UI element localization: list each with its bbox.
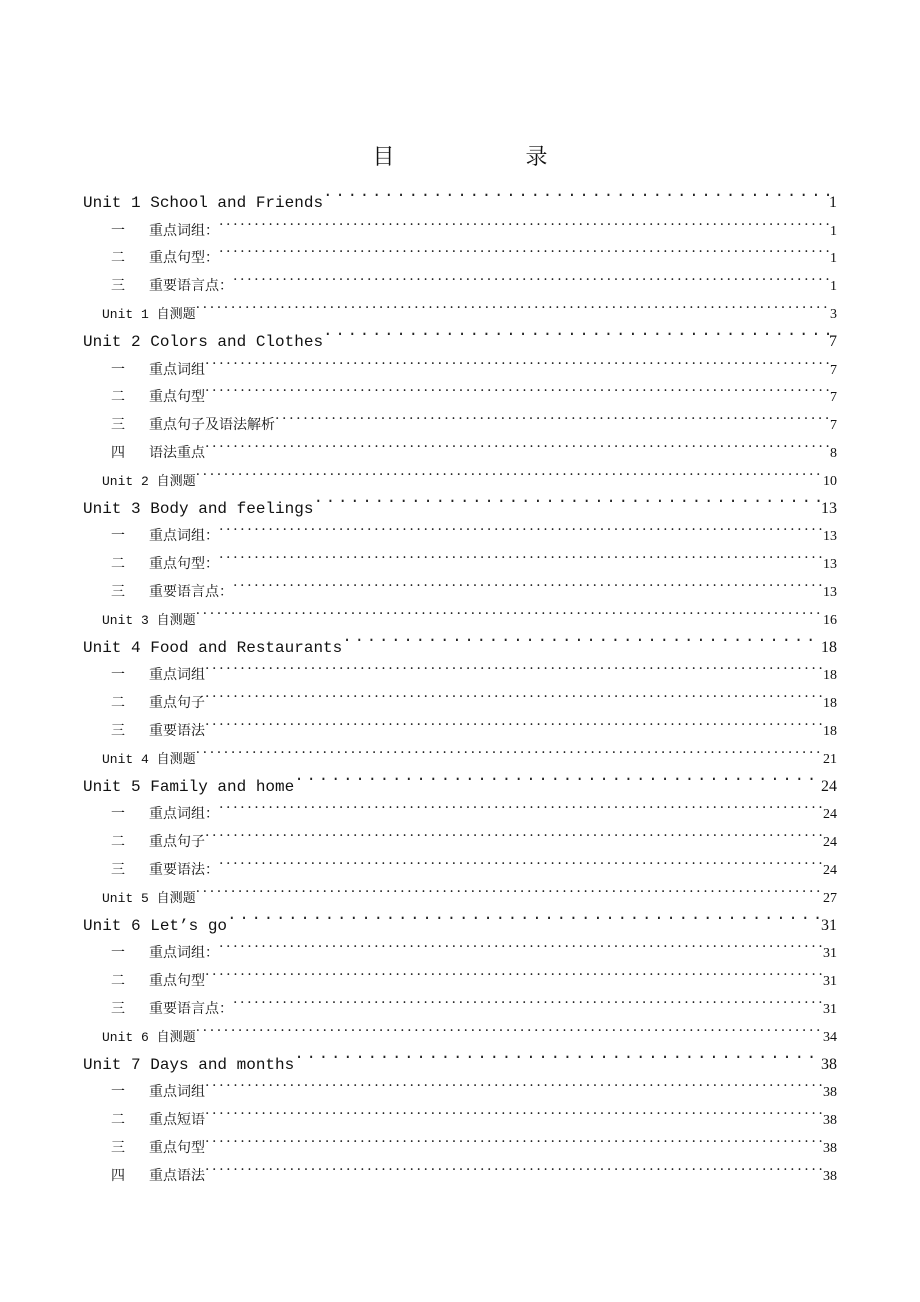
dot-leader xyxy=(205,1152,823,1180)
toc-page-number: 8 xyxy=(830,445,837,461)
toc-page-number: 10 xyxy=(823,473,837,489)
toc-entry-selftest[interactable] xyxy=(83,1013,837,1045)
toc-page-number: 7 xyxy=(830,418,837,434)
toc-section-text: 重点词组 xyxy=(149,361,205,378)
toc-page-number: 13 xyxy=(823,557,837,573)
toc-entry-unit[interactable] xyxy=(83,902,837,935)
toc-page-number: 34 xyxy=(823,1029,837,1045)
toc-page-number: 27 xyxy=(823,890,837,906)
toc-entry-unit[interactable] xyxy=(83,763,837,796)
toc-section-number: 二 xyxy=(111,389,125,406)
dot-leader xyxy=(205,346,830,374)
toc-section-label xyxy=(83,357,205,385)
dot-leader xyxy=(196,735,823,763)
toc-page-number: 38 xyxy=(823,1140,837,1156)
toc-page-number: 18 xyxy=(823,668,837,684)
toc-entry-selftest[interactable] xyxy=(83,290,837,322)
dot-leader xyxy=(205,818,823,846)
toc-section-number: 三 xyxy=(111,278,125,295)
toc-section-text: 重点句型 xyxy=(149,1139,205,1156)
toc-section-label xyxy=(83,1079,205,1107)
toc-section-label xyxy=(83,551,219,579)
toc-page-number: 31 xyxy=(823,974,837,990)
toc-section-label xyxy=(83,245,219,273)
toc-section-number: 二 xyxy=(111,695,125,712)
dot-leader xyxy=(275,401,830,429)
dot-leader xyxy=(196,290,830,318)
toc-section-text: 重点短语 xyxy=(149,1112,205,1129)
toc-section-text: 重要语法 xyxy=(149,722,205,739)
toc-page-number: 1 xyxy=(830,279,837,295)
toc-section-label xyxy=(83,523,219,551)
toc-selftest-title: Unit 4 自测题 xyxy=(102,751,196,767)
toc-page-number: 3 xyxy=(830,306,837,322)
dot-leader xyxy=(196,874,823,902)
dot-leader xyxy=(233,985,823,1013)
toc-list xyxy=(83,179,837,1184)
dot-leader xyxy=(196,596,823,624)
dot-leader xyxy=(205,374,830,402)
toc-unit-title: Unit 3 Body and feelings xyxy=(83,499,314,518)
toc-section-number: 二 xyxy=(111,834,125,851)
toc-section-text: 重点句型 xyxy=(149,389,205,406)
toc-section-text: 重点句型 xyxy=(149,973,205,990)
dot-leader xyxy=(205,1069,823,1097)
toc-section-number: 一 xyxy=(111,1084,125,1101)
toc-section-number: 二 xyxy=(111,250,125,267)
toc-selftest-title: Unit 1 自测题 xyxy=(102,306,196,322)
toc-section-number: 二 xyxy=(111,973,125,990)
toc-section-number: 三 xyxy=(111,417,125,434)
toc-section-text: 重点词组： xyxy=(149,528,219,545)
toc-unit-title: Unit 2 Colors and Clothes xyxy=(83,332,324,351)
toc-page-number: 13 xyxy=(823,529,837,545)
dot-leader xyxy=(323,179,829,207)
toc-page-number: 13 xyxy=(823,584,837,600)
toc-section-text: 重点句型： xyxy=(149,556,219,573)
toc-unit-title: Unit 5 Family and home xyxy=(83,777,295,796)
dot-leader xyxy=(219,235,830,263)
toc-section-label xyxy=(83,1163,205,1191)
dot-leader xyxy=(205,679,823,707)
dot-leader xyxy=(205,957,823,985)
dot-leader xyxy=(219,846,823,874)
toc-page-number: 24 xyxy=(823,862,837,878)
toc-section-label xyxy=(83,968,205,996)
toc-unit-title: Unit 4 Food and Restaurants xyxy=(83,638,343,657)
toc-section-label xyxy=(83,940,219,968)
toc-section-text: 重点词组 xyxy=(149,667,205,684)
toc-page-number: 1 xyxy=(830,223,837,239)
toc-entry-unit[interactable] xyxy=(83,179,837,212)
toc-page-number: 1 xyxy=(830,251,837,267)
toc-section-text: 语法重点 xyxy=(149,444,205,461)
dot-leader xyxy=(205,429,830,457)
toc-selftest-title: Unit 3 自测题 xyxy=(102,612,196,628)
toc-section-number: 一 xyxy=(111,667,125,684)
toc-selftest-title: Unit 6 自测题 xyxy=(102,1029,196,1045)
toc-section-label xyxy=(83,384,205,412)
toc-entry-unit[interactable] xyxy=(83,485,837,518)
toc-page-number: 31 xyxy=(823,1001,837,1017)
dot-leader xyxy=(219,791,823,819)
toc-entry-unit[interactable] xyxy=(83,1041,837,1074)
toc-section-label xyxy=(83,829,205,857)
toc-section-number: 三 xyxy=(111,722,125,739)
toc-section-label xyxy=(83,218,219,246)
toc-section-text: 重点句子 xyxy=(149,695,205,712)
dot-leader xyxy=(219,513,823,541)
dot-leader xyxy=(294,763,821,791)
toc-page-number: 38 xyxy=(823,1113,837,1129)
dot-leader xyxy=(233,568,823,596)
toc-entry-unit[interactable] xyxy=(83,624,837,657)
toc-section-label xyxy=(83,440,205,468)
toc-selftest-title: Unit 2 自测题 xyxy=(102,473,196,489)
toc-section-number: 三 xyxy=(111,1000,125,1017)
dot-leader xyxy=(313,485,821,513)
toc-section-number: 三 xyxy=(111,583,125,600)
dot-leader xyxy=(233,262,830,290)
toc-page-number: 18 xyxy=(823,696,837,712)
toc-section-number: 一 xyxy=(111,361,125,378)
toc-section-text: 重点句型： xyxy=(149,250,219,267)
toc-section-text: 重点语法 xyxy=(149,1167,205,1184)
toc-unit-title: Unit 7 Days and months xyxy=(83,1055,295,1074)
dot-leader xyxy=(205,652,823,680)
toc-selftest-title: Unit 5 自测题 xyxy=(102,890,196,906)
toc-section-number: 一 xyxy=(111,945,125,962)
dot-leader xyxy=(205,1124,823,1152)
toc-section-number: 二 xyxy=(111,556,125,573)
toc-page-number: 7 xyxy=(830,390,837,406)
toc-entry-selftest[interactable] xyxy=(83,457,837,489)
toc-section-text: 重点词组 xyxy=(149,1084,205,1101)
toc-page-number: 18 xyxy=(823,723,837,739)
toc-section-label xyxy=(83,690,205,718)
toc-unit-title: Unit 1 School and Friends xyxy=(83,193,324,212)
toc-page-number: 7 xyxy=(830,362,837,378)
dot-leader xyxy=(342,624,821,652)
toc-entry-unit[interactable] xyxy=(83,318,837,351)
toc-entry-selftest[interactable] xyxy=(83,735,837,767)
toc-section-text: 重要语法： xyxy=(149,861,219,878)
toc-section-number: 四 xyxy=(111,444,125,461)
toc-title: 目 录 xyxy=(372,145,610,170)
toc-page-number: 7 xyxy=(829,332,837,350)
toc-entry-selftest[interactable] xyxy=(83,596,837,628)
dot-leader xyxy=(219,207,830,235)
toc-page-number: 24 xyxy=(823,807,837,823)
toc-section-number: 三 xyxy=(111,861,125,878)
toc-entry-selftest[interactable] xyxy=(83,874,837,906)
dot-leader xyxy=(323,318,829,346)
toc-page-number: 13 xyxy=(821,499,837,517)
toc-page-number: 18 xyxy=(821,638,837,656)
dot-leader xyxy=(196,457,823,485)
toc-page-number: 38 xyxy=(823,1168,837,1184)
toc-section-label xyxy=(83,801,219,829)
toc-page-number: 31 xyxy=(821,916,837,934)
toc-section-number: 一 xyxy=(111,806,125,823)
toc-page-number: 21 xyxy=(823,751,837,767)
toc-section-text: 重点词组： xyxy=(149,945,219,962)
toc-section-text: 重要语言点： xyxy=(149,583,233,600)
dot-leader xyxy=(294,1041,821,1069)
toc-section-label xyxy=(83,1135,205,1163)
toc-section-text: 重点句子 xyxy=(149,834,205,851)
toc-section-number: 一 xyxy=(111,528,125,545)
toc-section-text: 重要语言点： xyxy=(149,278,233,295)
toc-section-number: 一 xyxy=(111,222,125,239)
toc-page-number: 16 xyxy=(823,612,837,628)
dot-leader xyxy=(205,1096,823,1124)
toc-section-number: 四 xyxy=(111,1167,125,1184)
toc-section-text: 重要语言点： xyxy=(149,1000,233,1017)
toc-page-number: 24 xyxy=(821,777,837,795)
toc-page-number: 38 xyxy=(821,1055,837,1073)
toc-page-number: 38 xyxy=(823,1085,837,1101)
dot-leader xyxy=(196,1013,823,1041)
toc-section-text: 重点句子及语法解析 xyxy=(149,417,275,434)
toc-page-number: 24 xyxy=(823,835,837,851)
toc-section-number: 二 xyxy=(111,1112,125,1129)
dot-leader xyxy=(227,902,821,930)
dot-leader xyxy=(205,707,823,735)
toc-section-label xyxy=(83,662,205,690)
toc-page-number: 1 xyxy=(829,193,837,211)
toc-section-label xyxy=(83,1107,205,1135)
dot-leader xyxy=(219,930,823,958)
toc-section-text: 重点词组： xyxy=(149,806,219,823)
toc-page-number: 31 xyxy=(823,946,837,962)
toc-unit-title: Unit 6 Let’s go xyxy=(83,916,228,935)
toc-section-text: 重点词组： xyxy=(149,222,219,239)
dot-leader xyxy=(219,540,823,568)
toc-section-label xyxy=(83,718,205,746)
toc-section-number: 三 xyxy=(111,1139,125,1156)
